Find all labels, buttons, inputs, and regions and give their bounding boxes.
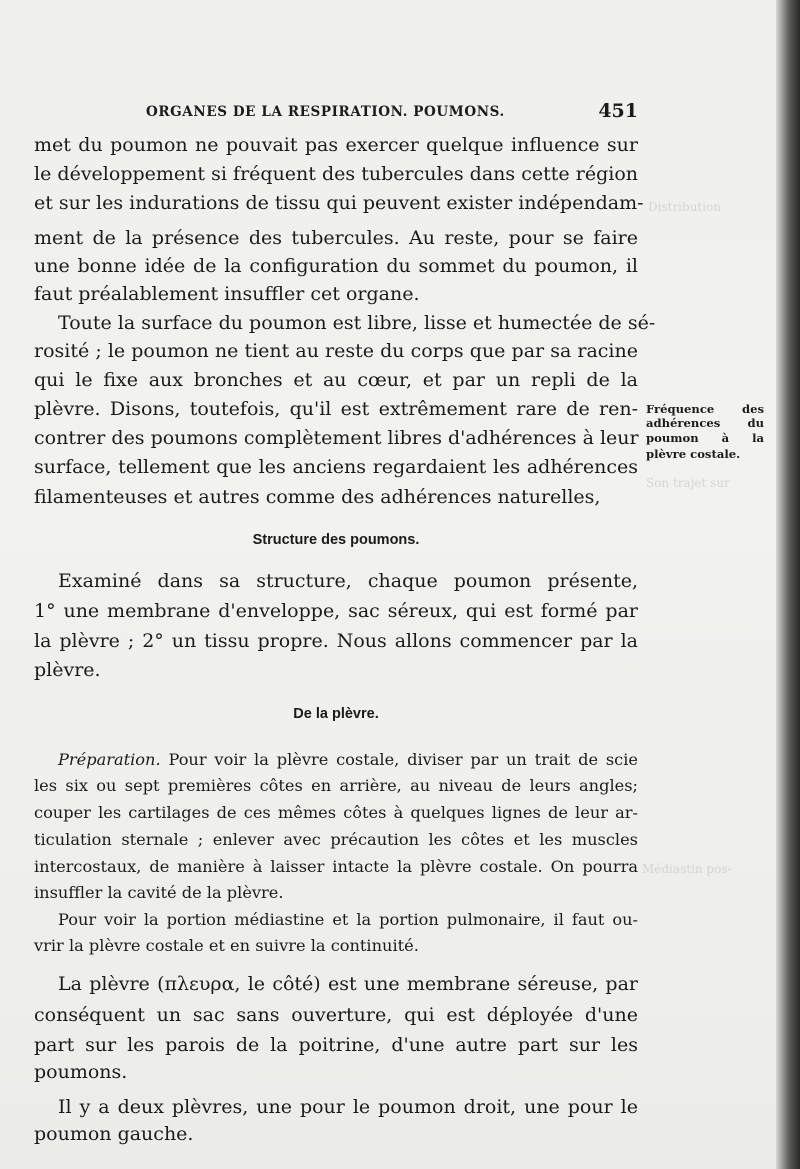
margin-note-line: plèvre costale. xyxy=(646,447,741,461)
show-through-text: Distribution xyxy=(648,200,722,214)
text-line: les six ou sept premières côtes en arrière, au niveau de leurs angles; xyxy=(34,776,638,795)
page-number: 451 xyxy=(598,100,638,122)
preparation-label: Préparation. xyxy=(58,750,161,769)
text-line: insuffler la cavité de la plèvre. xyxy=(34,883,284,902)
text-line: qui le fixe aux bronches et au cœur, et par un repli de la xyxy=(34,369,638,391)
show-through-text: Médiastin pos- xyxy=(642,862,732,876)
text-line: couper les cartilages de ces mêmes côtes à quelques lignes de leur ar- xyxy=(34,803,638,822)
text-line: le développement si fréquent des tubercules dans cette région xyxy=(34,163,638,185)
text-line: intercostaux, de manière à laisser intacte la plèvre costale. On pourra xyxy=(34,857,638,876)
text-line: faut préalablement insuffler cet organe. xyxy=(34,283,420,305)
text-line: plèvre. Disons, toutefois, qu'il est extrêmement rare de ren- xyxy=(34,398,638,420)
text-line: surface, tellement que les anciens regardaient les adhérences xyxy=(34,456,638,478)
text-line: Pour voir la portion médiastine et la portion pulmonaire, il faut ou- xyxy=(58,910,638,929)
preparation-text: Pour voir la plèvre costale, diviser par un trait de scie xyxy=(168,750,638,769)
text-line: filamenteuses et autres comme des adhérences naturelles, xyxy=(34,486,601,508)
text-line: 1° une membrane d'enveloppe, sac séreux, qui est formé par xyxy=(34,600,638,622)
running-head xyxy=(146,100,638,124)
text-line: poumon gauche. xyxy=(34,1123,194,1145)
text-line: vrir la plèvre costale et en suivre la continuité. xyxy=(34,936,419,955)
running-head-title: ORGANES DE LA RESPIRATION. POUMONS. xyxy=(146,104,505,120)
text-line: une bonne idée de la configuration du sommet du poumon, il xyxy=(34,255,638,277)
text-line: ticulation sternale ; enlever avec précaution les côtes et les muscles xyxy=(34,830,638,849)
margin-note-line: Fréquence des xyxy=(646,402,764,416)
text-line: part sur les parois de la poitrine, d'une autre part sur les xyxy=(34,1034,638,1056)
text-line: ment de la présence des tubercules. Au reste, pour se faire xyxy=(34,227,638,249)
text-line: rosité ; le poumon ne tient au reste du corps que par sa racine xyxy=(34,340,638,362)
text-line: conséquent un sac sans ouverture, qui est déployée d'une xyxy=(34,1004,638,1026)
show-through-text: Son trajet sur xyxy=(646,476,730,490)
margin-note-line: poumon à la xyxy=(646,431,764,445)
margin-note-line: adhérences du xyxy=(646,416,764,430)
text-line: Toute la surface du poumon est libre, lisse et humectée de sé- xyxy=(58,312,656,334)
text-line: contrer des poumons complètement libres d'adhérences à leur xyxy=(34,427,639,449)
text-line: plèvre. xyxy=(34,659,101,681)
section-heading: De la plèvre. xyxy=(293,706,379,722)
text-line: met du poumon ne pouvait pas exercer quelque influence sur xyxy=(34,134,638,156)
text-line: la plèvre ; 2° un tissu propre. Nous allons commencer par la xyxy=(34,630,638,652)
preparation-line xyxy=(58,747,638,773)
text-line: Il y a deux plèvres, une pour le poumon droit, une pour le xyxy=(58,1096,638,1118)
text-line: La plèvre (πλευρα, le côté) est une membrane séreuse, par xyxy=(58,973,638,995)
text-line: poumons. xyxy=(34,1061,128,1083)
text-line: et sur les indurations de tissu qui peuvent exister indépendam- xyxy=(34,192,644,214)
text-line: Examiné dans sa structure, chaque poumon présente, xyxy=(58,570,638,592)
section-heading: Structure des poumons. xyxy=(252,532,420,548)
book-spine-shadow xyxy=(776,0,800,1169)
